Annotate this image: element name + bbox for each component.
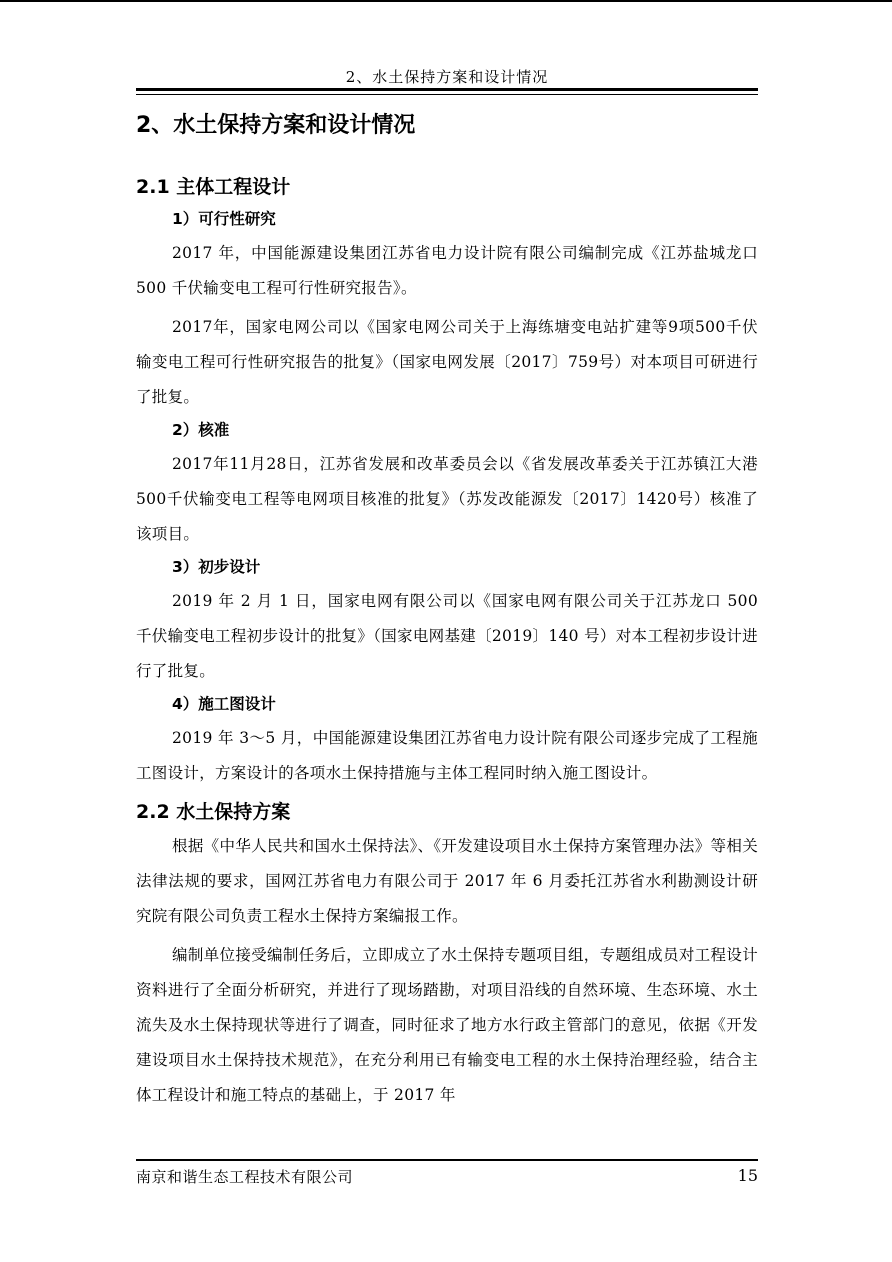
paragraph: 2017年，国家电网公司以《国家电网公司关于上海练塘变电站扩建等9项500千伏输变电工程可行性研究报告的批复》（国家电网发展〔2017〕759号）对本项目可研进行了批复。	[136, 318, 758, 406]
footer-rule	[136, 1159, 758, 1161]
paragraph: 2017年11月28日，江苏省发展和改革委员会以《省发展改革委关于江苏镇江大港500千伏输变电工程等电网项目核准的批复》（苏发改能源发〔2017〕1420号）核准了该项目。	[136, 455, 758, 543]
header-rule-thin	[136, 94, 758, 95]
section-2-2-title: 2.2 水土保持方案	[136, 801, 291, 823]
chapter-title: 2、水土保持方案和设计情况	[136, 113, 416, 138]
page-body	[136, 108, 758, 1113]
section-2-1-title: 2.1 主体工程设计	[136, 176, 291, 198]
subsection-preliminary-design-title: 3）初步设计	[172, 558, 261, 576]
footer-company-name: 南京和谐生态工程技术有限公司	[136, 1168, 354, 1186]
subsection-feasibility-title: 1）可行性研究	[172, 210, 276, 228]
paragraph: 根据《中华人民共和国水土保持法》、《开发建设项目水土保持方案管理办法》等相关法律法规的要求，国网江苏省电力有限公司于 2017 年 6 月委托江苏省水利勘测设计研究院有限公司负责工程水土保持方案编报工作。	[136, 837, 758, 925]
page-top-border	[0, 0, 892, 2]
paragraph: 2019 年 2 月 1 日，国家电网有限公司以《国家电网有限公司关于江苏龙口 500 千伏输变电工程初步设计的批复》（国家电网基建〔2019〕140 号）对本工程初步设计进行了批复。	[136, 592, 758, 680]
paragraph: 编制单位接受编制任务后，立即成立了水土保持专题项目组，专题组成员对工程设计资料进行了全面分析研究，并进行了现场踏勘，对项目沿线的自然环境、生态环境、水土流失及水土保持现状等进行了调查，同时征求了地方水行政主管部门的意见，依据《开发建设项目水土保持技术规范》，在充分利用已有输变电工程的水土保持治理经验，结合主体工程设计和施工特点的基础上，于 2017 年	[136, 946, 758, 1104]
subsection-approval-title: 2）核准	[172, 421, 230, 439]
paragraph: 2017 年，中国能源建设集团江苏省电力设计院有限公司编制完成《江苏盐城龙口 500 千伏输变电工程可行性研究报告》。	[136, 244, 758, 297]
running-header-title: 2、水土保持方案和设计情况	[345, 68, 549, 86]
footer-page-number: 15	[737, 1166, 758, 1185]
paragraph: 2019 年 3～5 月，中国能源建设集团江苏省电力设计院有限公司逐步完成了工程施工图设计，方案设计的各项水土保持措施与主体工程同时纳入施工图设计。	[136, 729, 758, 782]
header-rule-thick	[136, 88, 758, 91]
subsection-construction-drawing-title: 4）施工图设计	[172, 695, 276, 713]
